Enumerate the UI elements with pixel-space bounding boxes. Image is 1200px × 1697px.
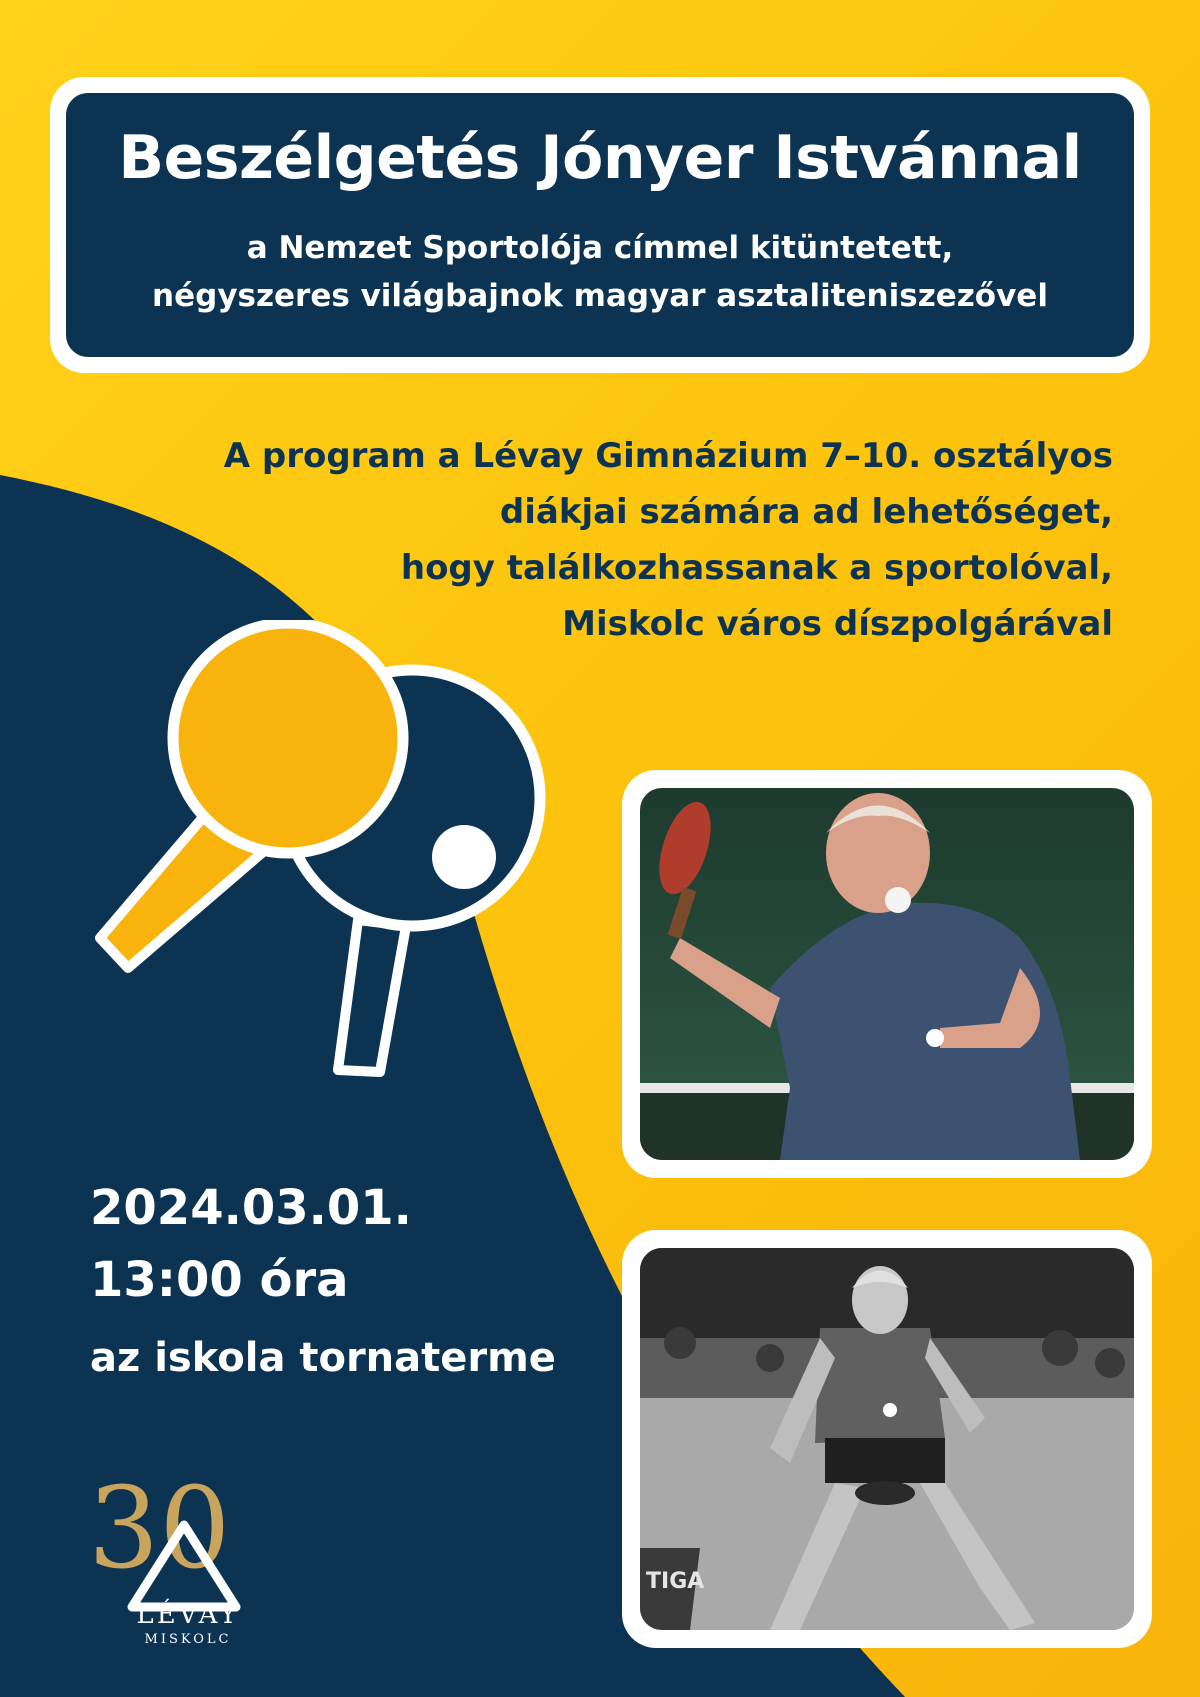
description-line: A program a Lévay Gimnázium 7–10. osztályos xyxy=(223,436,1113,476)
subtitle-line-1: a Nemzet Sportolója címmel kitüntetett, xyxy=(246,230,954,266)
ping-pong-ball-icon xyxy=(432,825,496,889)
subtitle-line-2: négyszeres világbajnok magyar asztaliteniszezővel xyxy=(152,278,1048,314)
player-photo-color xyxy=(640,788,1134,1160)
program-description xyxy=(224,428,1113,652)
levay-30-logo xyxy=(88,1465,288,1645)
logo-number: 30 xyxy=(88,1465,231,1594)
logo-name: LÉVAY xyxy=(136,1600,240,1630)
player-photo-bw xyxy=(640,1248,1134,1630)
description-line: Miskolc város díszpolgárával xyxy=(562,604,1113,644)
header-panel xyxy=(66,93,1134,357)
ping-pong-paddles-icon xyxy=(90,620,570,1090)
photo-jonyer-young xyxy=(640,1248,1134,1630)
logo-city: MISKOLC xyxy=(144,1632,232,1645)
event-date: 2024.03.01. xyxy=(90,1180,412,1236)
event-time: 13:00 óra xyxy=(90,1252,349,1308)
levay-logo-graphic xyxy=(88,1465,288,1645)
description-line: hogy találkozhassanak a sportolóval, xyxy=(400,548,1113,588)
table-brand-text: TIGA xyxy=(646,1569,705,1594)
event-location: az iskola tornaterme xyxy=(90,1335,556,1381)
photo-jonyer-recent xyxy=(640,788,1134,1160)
event-title: Beszélgetés Jónyer Istvánnal xyxy=(118,123,1082,193)
description-line: diákjai számára ad lehetőséget, xyxy=(499,492,1113,532)
